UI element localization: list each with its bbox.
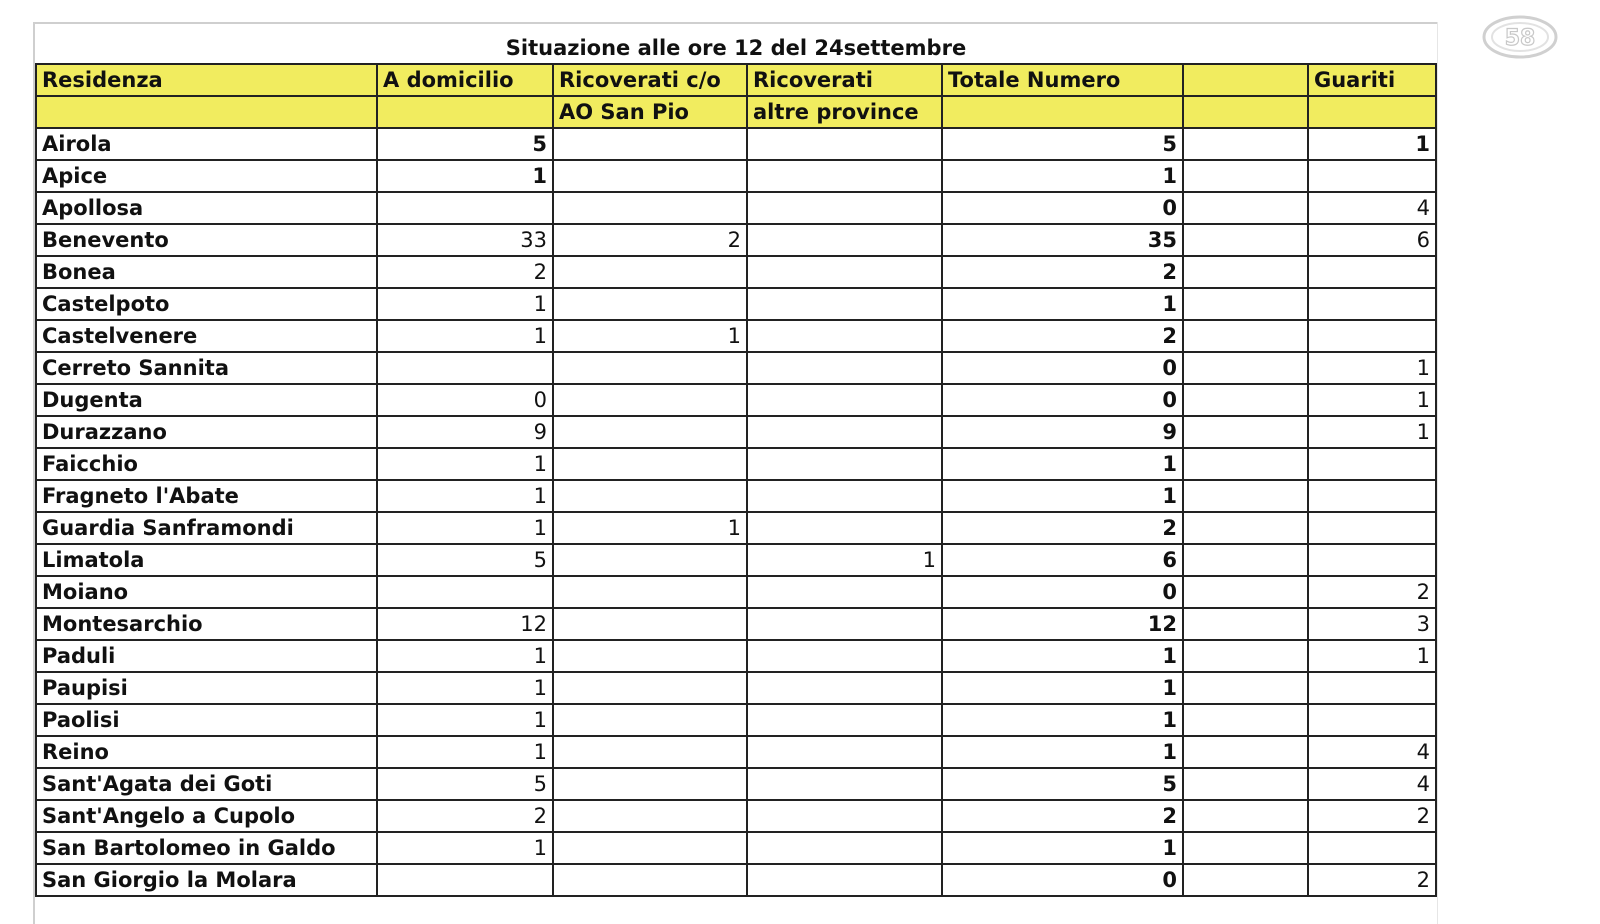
cell-empty	[1183, 672, 1308, 704]
logo-text: 58	[1504, 26, 1536, 51]
cell-guariti	[1308, 256, 1436, 288]
cell-a-domicilio: 1	[377, 160, 553, 192]
cell-ricoverati-ao: 2	[553, 224, 747, 256]
cell-a-domicilio: 2	[377, 256, 553, 288]
header2-ricoverati-altre: altre province	[747, 96, 942, 128]
channel-58-logo-icon	[1480, 14, 1558, 60]
cell-totale: 1	[942, 832, 1183, 864]
cell-empty	[1183, 512, 1308, 544]
cell-totale: 2	[942, 256, 1183, 288]
cell-residenza: Montesarchio	[36, 608, 377, 640]
cell-guariti	[1308, 832, 1436, 864]
header-totale-numero: Totale Numero	[942, 64, 1183, 96]
cell-a-domicilio	[377, 576, 553, 608]
cell-residenza: San Bartolomeo in Galdo	[36, 832, 377, 864]
cell-totale: 1	[942, 672, 1183, 704]
cell-ricoverati-altre	[747, 128, 942, 160]
cell-residenza: Durazzano	[36, 416, 377, 448]
cell-ricoverati-altre	[747, 800, 942, 832]
table-row	[36, 448, 1436, 480]
cell-guariti: 2	[1308, 864, 1436, 896]
cell-empty	[1183, 608, 1308, 640]
cell-empty	[1183, 736, 1308, 768]
cell-residenza: Reino	[36, 736, 377, 768]
cell-guariti	[1308, 160, 1436, 192]
cell-a-domicilio: 5	[377, 544, 553, 576]
cell-ricoverati-ao: 1	[553, 320, 747, 352]
cases-table	[35, 24, 1437, 897]
cell-residenza: Castelvenere	[36, 320, 377, 352]
cell-ricoverati-altre	[747, 480, 942, 512]
table-row	[36, 352, 1436, 384]
cell-guariti: 4	[1308, 192, 1436, 224]
cell-ricoverati-ao	[553, 640, 747, 672]
cell-a-domicilio: 33	[377, 224, 553, 256]
cell-ricoverati-ao	[553, 192, 747, 224]
cell-ricoverati-ao	[553, 768, 747, 800]
cell-ricoverati-ao	[553, 608, 747, 640]
cell-a-domicilio	[377, 864, 553, 896]
cell-guariti	[1308, 512, 1436, 544]
header-empty	[1183, 64, 1308, 96]
table-row	[36, 128, 1436, 160]
cell-ricoverati-altre	[747, 768, 942, 800]
cell-ricoverati-ao	[553, 672, 747, 704]
header-ricoverati-ao: Ricoverati c/o	[553, 64, 747, 96]
cell-a-domicilio: 1	[377, 320, 553, 352]
cell-totale: 12	[942, 608, 1183, 640]
header-a-domicilio: A domicilio	[377, 64, 553, 96]
table-row	[36, 800, 1436, 832]
cell-empty	[1183, 704, 1308, 736]
cell-a-domicilio: 1	[377, 288, 553, 320]
cell-ricoverati-altre	[747, 352, 942, 384]
cell-guariti: 2	[1308, 576, 1436, 608]
cell-ricoverati-ao	[553, 288, 747, 320]
cell-totale: 0	[942, 384, 1183, 416]
cell-empty	[1183, 192, 1308, 224]
cell-residenza: Apice	[36, 160, 377, 192]
cell-totale: 1	[942, 640, 1183, 672]
cell-guariti: 1	[1308, 416, 1436, 448]
cell-ricoverati-altre	[747, 256, 942, 288]
cell-ricoverati-ao	[553, 544, 747, 576]
cell-empty	[1183, 768, 1308, 800]
cell-a-domicilio: 5	[377, 768, 553, 800]
cell-empty	[1183, 256, 1308, 288]
table-title: Situazione alle ore 12 del 24settembre	[36, 24, 1436, 64]
header2-ricoverati-ao: AO San Pio	[553, 96, 747, 128]
cell-empty	[1183, 128, 1308, 160]
cell-guariti: 1	[1308, 352, 1436, 384]
cell-guariti: 3	[1308, 608, 1436, 640]
table-row	[36, 832, 1436, 864]
table-row	[36, 480, 1436, 512]
cell-empty	[1183, 480, 1308, 512]
cell-totale: 6	[942, 544, 1183, 576]
table-row	[36, 576, 1436, 608]
table-row	[36, 416, 1436, 448]
table-row	[36, 512, 1436, 544]
cell-a-domicilio: 1	[377, 448, 553, 480]
cell-ricoverati-altre	[747, 224, 942, 256]
cell-a-domicilio: 1	[377, 736, 553, 768]
cell-totale: 5	[942, 768, 1183, 800]
cell-empty	[1183, 448, 1308, 480]
header2-empty	[1183, 96, 1308, 128]
cell-residenza: Benevento	[36, 224, 377, 256]
cell-residenza: Moiano	[36, 576, 377, 608]
cell-ricoverati-altre	[747, 384, 942, 416]
cell-empty	[1183, 160, 1308, 192]
cell-empty	[1183, 832, 1308, 864]
cell-residenza: Sant'Angelo a Cupolo	[36, 800, 377, 832]
cell-a-domicilio: 1	[377, 672, 553, 704]
cell-ricoverati-altre	[747, 576, 942, 608]
cell-totale: 9	[942, 416, 1183, 448]
cell-empty	[1183, 224, 1308, 256]
cell-totale: 0	[942, 864, 1183, 896]
cell-guariti: 2	[1308, 800, 1436, 832]
cell-totale: 1	[942, 160, 1183, 192]
cell-empty	[1183, 288, 1308, 320]
cell-totale: 1	[942, 480, 1183, 512]
cell-ricoverati-altre	[747, 640, 942, 672]
cell-residenza: Guardia Sanframondi	[36, 512, 377, 544]
cell-guariti	[1308, 544, 1436, 576]
cell-ricoverati-ao	[553, 352, 747, 384]
cell-ricoverati-altre	[747, 608, 942, 640]
cell-guariti: 1	[1308, 640, 1436, 672]
header-row-1	[36, 64, 1436, 96]
cell-ricoverati-altre	[747, 416, 942, 448]
cell-a-domicilio: 1	[377, 512, 553, 544]
cell-guariti: 4	[1308, 768, 1436, 800]
table-row	[36, 256, 1436, 288]
cell-ricoverati-altre	[747, 320, 942, 352]
cell-totale: 35	[942, 224, 1183, 256]
header-ricoverati-altre: Ricoverati	[747, 64, 942, 96]
cell-a-domicilio	[377, 352, 553, 384]
cell-totale: 2	[942, 512, 1183, 544]
cell-a-domicilio: 5	[377, 128, 553, 160]
cell-residenza: Castelpoto	[36, 288, 377, 320]
cell-ricoverati-altre	[747, 704, 942, 736]
cell-ricoverati-altre	[747, 288, 942, 320]
cell-empty	[1183, 352, 1308, 384]
cell-residenza: Paupisi	[36, 672, 377, 704]
cell-empty	[1183, 640, 1308, 672]
cell-a-domicilio: 1	[377, 480, 553, 512]
cell-ricoverati-ao	[553, 160, 747, 192]
cell-guariti: 1	[1308, 128, 1436, 160]
cell-a-domicilio: 12	[377, 608, 553, 640]
cell-ricoverati-altre	[747, 736, 942, 768]
cell-ricoverati-ao: 1	[553, 512, 747, 544]
cell-residenza: Faicchio	[36, 448, 377, 480]
cell-ricoverati-ao	[553, 800, 747, 832]
cell-guariti	[1308, 704, 1436, 736]
cell-totale: 0	[942, 192, 1183, 224]
table-row	[36, 608, 1436, 640]
cell-ricoverati-altre	[747, 160, 942, 192]
cell-totale: 2	[942, 800, 1183, 832]
cell-totale: 1	[942, 736, 1183, 768]
cell-ricoverati-altre	[747, 672, 942, 704]
cell-a-domicilio: 9	[377, 416, 553, 448]
cell-residenza: Cerreto Sannita	[36, 352, 377, 384]
cell-guariti	[1308, 320, 1436, 352]
header2-totale-numero	[942, 96, 1183, 128]
cell-ricoverati-ao	[553, 256, 747, 288]
cell-a-domicilio: 0	[377, 384, 553, 416]
cell-ricoverati-ao	[553, 384, 747, 416]
cell-a-domicilio: 2	[377, 800, 553, 832]
cell-ricoverati-altre	[747, 448, 942, 480]
cell-residenza: Paolisi	[36, 704, 377, 736]
table-row	[36, 640, 1436, 672]
cell-ricoverati-altre	[747, 832, 942, 864]
header2-guariti	[1308, 96, 1436, 128]
cell-guariti	[1308, 288, 1436, 320]
cell-residenza: Bonea	[36, 256, 377, 288]
cell-residenza: Fragneto l'Abate	[36, 480, 377, 512]
table-row	[36, 864, 1436, 896]
table-row	[36, 384, 1436, 416]
cell-ricoverati-altre	[747, 864, 942, 896]
cell-residenza: Paduli	[36, 640, 377, 672]
cell-ricoverati-ao	[553, 864, 747, 896]
cell-a-domicilio: 1	[377, 704, 553, 736]
cell-ricoverati-ao	[553, 832, 747, 864]
cell-empty	[1183, 544, 1308, 576]
cell-empty	[1183, 384, 1308, 416]
cell-empty	[1183, 864, 1308, 896]
table-row	[36, 736, 1436, 768]
cell-residenza: Airola	[36, 128, 377, 160]
cell-ricoverati-altre	[747, 512, 942, 544]
cell-ricoverati-ao	[553, 128, 747, 160]
cell-empty	[1183, 576, 1308, 608]
cell-empty	[1183, 800, 1308, 832]
cell-ricoverati-ao	[553, 736, 747, 768]
table-row	[36, 192, 1436, 224]
table-row	[36, 224, 1436, 256]
cell-totale: 0	[942, 352, 1183, 384]
cell-residenza: San Giorgio la Molara	[36, 864, 377, 896]
cell-guariti: 4	[1308, 736, 1436, 768]
cell-residenza: Apollosa	[36, 192, 377, 224]
table-row	[36, 544, 1436, 576]
table-row	[36, 672, 1436, 704]
table-row	[36, 288, 1436, 320]
header-residenza: Residenza	[36, 64, 377, 96]
table-row	[36, 768, 1436, 800]
cell-totale: 1	[942, 288, 1183, 320]
cell-a-domicilio: 1	[377, 832, 553, 864]
header2-residenza	[36, 96, 377, 128]
cell-ricoverati-ao	[553, 704, 747, 736]
cell-ricoverati-ao	[553, 576, 747, 608]
cell-totale: 2	[942, 320, 1183, 352]
cell-guariti	[1308, 672, 1436, 704]
cell-totale: 5	[942, 128, 1183, 160]
cell-guariti	[1308, 480, 1436, 512]
cell-ricoverati-altre: 1	[747, 544, 942, 576]
cell-totale: 0	[942, 576, 1183, 608]
cell-guariti: 1	[1308, 384, 1436, 416]
table-row	[36, 704, 1436, 736]
cell-guariti: 6	[1308, 224, 1436, 256]
cell-a-domicilio: 1	[377, 640, 553, 672]
data-sheet	[33, 22, 1437, 924]
cell-ricoverati-ao	[553, 416, 747, 448]
cell-residenza: Sant'Agata dei Goti	[36, 768, 377, 800]
table-row	[36, 160, 1436, 192]
cell-empty	[1183, 320, 1308, 352]
cell-totale: 1	[942, 704, 1183, 736]
header-row-2	[36, 96, 1436, 128]
cell-empty	[1183, 416, 1308, 448]
cell-residenza: Dugenta	[36, 384, 377, 416]
cell-ricoverati-ao	[553, 480, 747, 512]
header2-a-domicilio	[377, 96, 553, 128]
table-row	[36, 320, 1436, 352]
cell-ricoverati-altre	[747, 192, 942, 224]
cell-totale: 1	[942, 448, 1183, 480]
cell-guariti	[1308, 448, 1436, 480]
cell-a-domicilio	[377, 192, 553, 224]
cell-residenza: Limatola	[36, 544, 377, 576]
header-guariti: Guariti	[1308, 64, 1436, 96]
cell-ricoverati-ao	[553, 448, 747, 480]
